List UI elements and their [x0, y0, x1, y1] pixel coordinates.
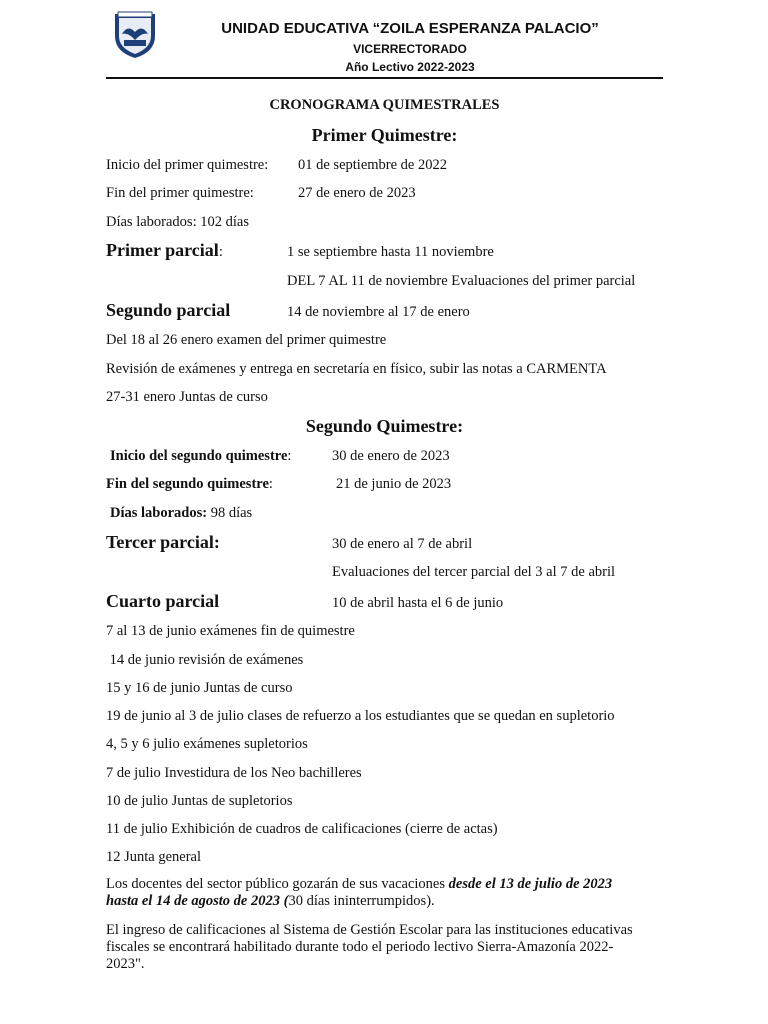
event-line: 12 Junta general — [106, 849, 202, 865]
document-title: CRONOGRAMA QUIMESTRALES — [269, 97, 500, 113]
third-partial-dates: 30 de enero al 7 de abril — [332, 536, 473, 552]
first-term-exam: Del 18 al 26 enero examen del primer quimestre — [106, 332, 387, 348]
second-term-end-value: 21 de junio de 2023 — [336, 476, 452, 492]
first-term-end-value: 27 de enero de 2023 — [298, 185, 416, 201]
second-term-days — [110, 504, 252, 522]
first-term-start-label: Inicio del primer quimestre: — [106, 157, 269, 173]
vacation-paragraph — [106, 876, 646, 910]
grading-system-note: El ingreso de calificaciones al Sistema de Gestión Escolar para las instituciones educativas fiscales se encontrará habilitado durante todo el periodo lectivo Sierra-Amazonía 2022-2023". — [106, 922, 633, 972]
first-term-end-label: Fin del primer quimestre: — [106, 185, 254, 201]
first-partial-evaluations: DEL 7 AL 11 de noviembre Evaluaciones del primer parcial — [287, 273, 636, 289]
first-term-review: Revisión de exámenes y entrega en secretaría en físico, subir las notas a CARMENTA — [106, 361, 607, 377]
second-term-start-label-row — [110, 447, 291, 465]
first-term-heading: Primer Quimestre: — [311, 125, 458, 145]
first-partial-label: Primer parcial — [106, 240, 219, 260]
third-partial-label: Tercer parcial: — [106, 532, 220, 552]
event-line: 14 de junio revisión de exámenes — [106, 652, 304, 668]
office-name: VICERRECTORADO — [353, 42, 467, 56]
second-partial-dates: 14 de noviembre al 17 de enero — [287, 304, 470, 320]
event-line: 19 de junio al 3 de julio clases de refuerzo a los estudiantes que se quedan en supletorio — [106, 708, 615, 724]
vacation-text-post: 30 días ininterrumpidos). — [288, 893, 435, 909]
third-partial-evaluations: Evaluaciones del tercer parcial del 3 al 7 de abril — [332, 564, 616, 580]
fourth-partial-label: Cuarto parcial — [106, 591, 220, 611]
second-term-end-colon: : — [268, 476, 273, 492]
vacation-text-pre: Los docentes del sector público gozarán de sus vacaciones — [106, 876, 449, 892]
school-year: Año Lectivo 2022-2023 — [345, 60, 475, 74]
second-partial-label: Segundo parcial — [106, 300, 231, 320]
second-term-start-value: 30 de enero de 2023 — [332, 448, 450, 464]
first-term-days: Días laborados: 102 días — [106, 214, 249, 230]
first-partial-heading — [106, 241, 223, 261]
event-line: 15 y 16 de junio Juntas de curso — [106, 680, 293, 696]
first-term-juntas: 27-31 enero Juntas de curso — [106, 389, 268, 405]
first-partial-colon: : — [218, 244, 223, 260]
header-divider — [106, 77, 663, 79]
vacation-dates-emphasis: desde el 13 de julio de 2023 hasta el 14 de agosto de 2023 ( — [106, 876, 613, 909]
first-partial-dates: 1 se septiembre hasta 11 noviembre — [287, 244, 494, 260]
second-term-days-value: 98 días — [210, 505, 253, 521]
event-line: 7 al 13 de junio exámenes fin de quimestre — [106, 623, 355, 639]
second-term-start-label: Inicio del segundo quimestre — [110, 448, 288, 464]
event-line: 7 de julio Investidura de los Neo bachilleres — [106, 765, 362, 781]
second-term-end-label-row — [106, 475, 273, 493]
event-line: 4, 5 y 6 julio exámenes supletorios — [106, 736, 308, 752]
first-term-start-value: 01 de septiembre de 2022 — [298, 157, 447, 173]
second-term-end-label: Fin del segundo quimestre — [106, 476, 269, 492]
event-line: 11 de julio Exhibición de cuadros de calificaciones (cierre de actas) — [106, 821, 498, 837]
fourth-partial-dates: 10 de abril hasta el 6 de junio — [332, 595, 504, 611]
event-line: 10 de julio Juntas de supletorios — [106, 793, 293, 809]
second-term-days-label: Días laborados: — [110, 505, 208, 521]
second-term-heading: Segundo Quimestre: — [305, 416, 464, 436]
school-name: UNIDAD EDUCATIVA “ZOILA ESPERANZA PALACIO” — [221, 20, 599, 37]
second-term-start-colon: : — [287, 448, 292, 464]
